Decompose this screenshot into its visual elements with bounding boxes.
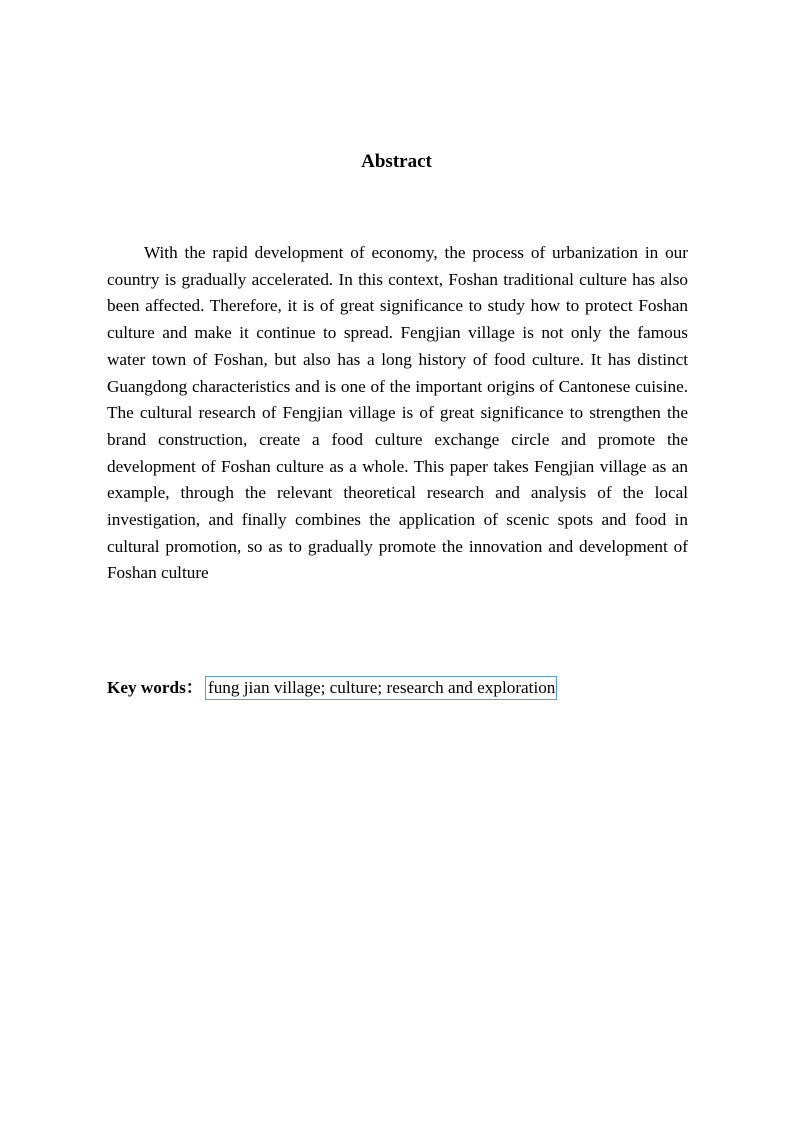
abstract-title: Abstract (361, 151, 432, 172)
keywords-label: Key words： (107, 678, 203, 697)
abstract-paragraph: With the rapid development of economy, the process of urbanization in our country is gradually accelerated. In this context, Foshan traditional culture has also been affected. Therefore, it is of great significance to study how to protect Foshan culture and make it continue to spread. Fengjian village is not only the famous water town of Foshan, but also has a long history of food culture. It has distinct Guangdong characteristics and is one of the important origins of Cantonese cuisine. The cultural research of Fengjian village is of great significance to strengthen the brand construction, create a food culture exchange circle and promote the development of Foshan culture as a whole. This paper takes Fengjian village as an example, through the relevant theoretical research and analysis of the local investigation, and finally combines the application of scenic spots and food in cultural promotion, so as to gradually promote the innovation and development of Foshan culture (107, 243, 688, 583)
keywords-line (107, 676, 707, 700)
keywords-value-field[interactable]: fung jian village; culture; research and exploration (205, 676, 557, 700)
